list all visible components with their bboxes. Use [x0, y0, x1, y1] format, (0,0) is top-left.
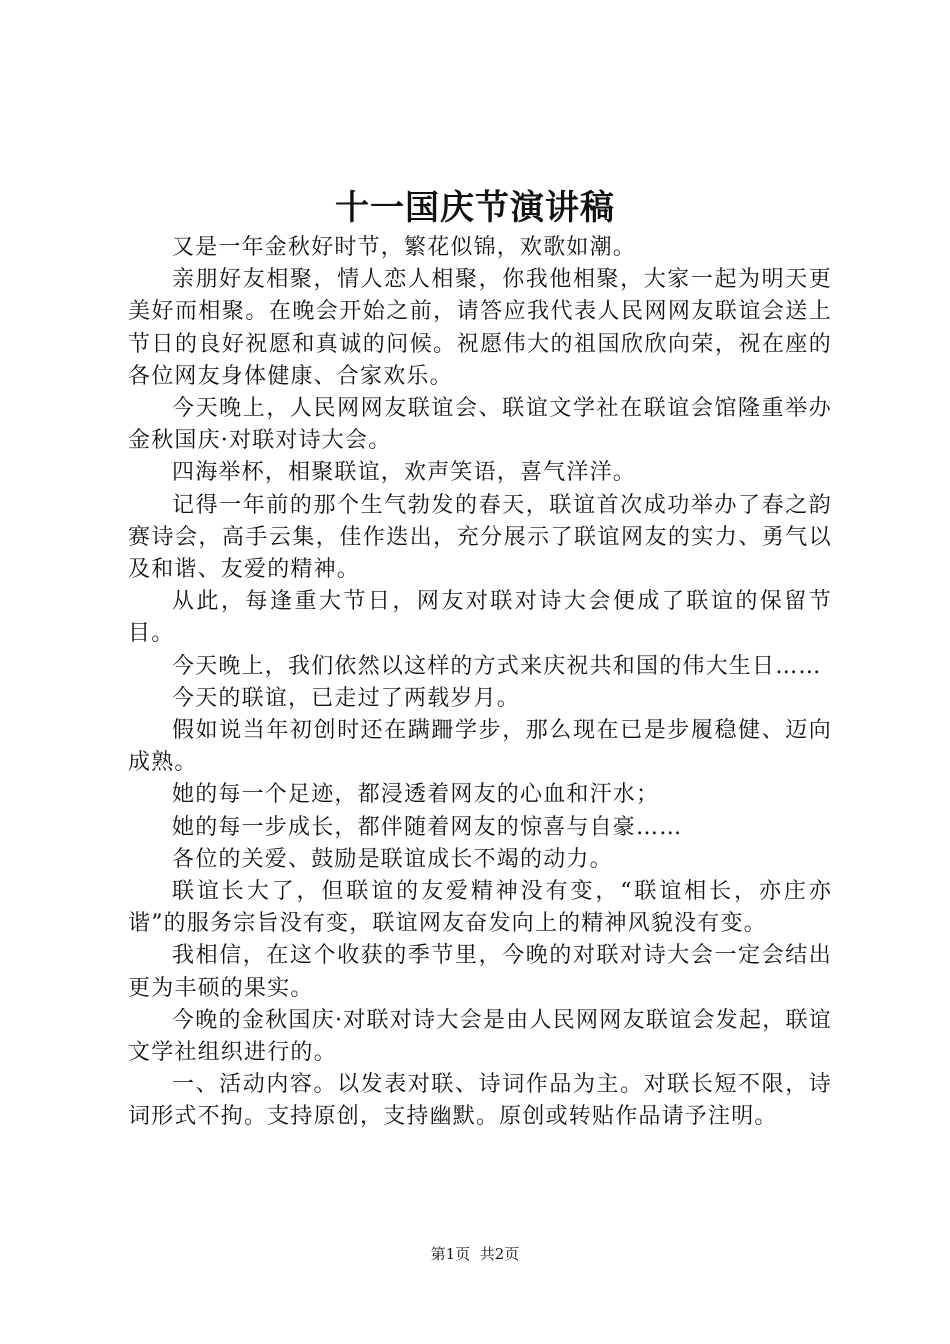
paragraph: 我相信，在这个收获的季节里，今晚的对联对诗大会一定会结出更为丰硕的果实。 [128, 943, 832, 1001]
document-title: 十一国庆节演讲稿 [335, 188, 615, 228]
paragraph: 亲朋好友相聚，情人恋人相聚，你我他相聚，大家一起为明天更美好而相聚。在晚会开始之前，请答应我代表人民网网友联谊会送上节日的良好祝愿和真诚的问候。祝愿伟大的祖国欣欣向荣，祝在座的各位网友身体健康、合家欢乐。 [128, 267, 832, 389]
paragraph: 一、活动内容。以发表对联、诗词作品为主。对联长短不限，诗词形式不拘。支持原创，支持幽默。原创或转贴作品请予注明。 [128, 1072, 832, 1130]
page-footer [0, 1244, 950, 1264]
paragraph: 假如说当年初创时还在蹒跚学步，那么现在已是步履稳健、迈向成熟。 [128, 718, 832, 776]
paragraph: 今天晚上，人民网网友联谊会、联谊文学社在联谊会馆隆重举办金秋国庆·对联对诗大会。 [128, 396, 832, 454]
paragraph: 她的每一个足迹，都浸透着网友的心血和汗水； [172, 782, 660, 808]
paragraph: 她的每一步成长，都伴随着网友的惊喜与自豪…… [172, 814, 683, 840]
paragraph: 四海举杯，相聚联谊，欢声笑语，喜气洋洋。 [172, 460, 637, 486]
paragraph: 今天晚上，我们依然以这样的方式来庆祝共和国的伟大生日…… [172, 653, 822, 679]
paragraph: 今天的联谊，已走过了两载岁月。 [172, 685, 521, 711]
paragraph: 记得一年前的那个生气勃发的春天，联谊首次成功举办了春之韵赛诗会，高手云集，佳作迭出，充分展示了联谊网友的实力、勇气以及和谐、友爱的精神。 [128, 492, 832, 583]
paragraph: 又是一年金秋好时节，繁花似锦，欢歌如潮。 [172, 235, 637, 260]
paragraph: 今晚的金秋国庆·对联对诗大会是由人民网网友联谊会发起，联谊文学社组织进行的。 [128, 1007, 832, 1066]
page-number: 第1页 [430, 1245, 471, 1263]
paragraph: 各位的关爱、鼓励是联谊成长不竭的动力。 [172, 846, 613, 872]
footer-separator [470, 1245, 480, 1263]
page-total: 共2页 [479, 1245, 520, 1263]
paragraph: 从此，每逢重大节日，网友对联对诗大会便成了联谊的保留节目。 [128, 589, 832, 647]
paragraph: 联谊长大了，但联谊的友爱精神没有变，“联谊相长，亦庄亦谐”的服务宗旨没有变，联谊网友奋发向上的精神风貌没有变。 [128, 879, 832, 937]
document-body [128, 232, 832, 1134]
